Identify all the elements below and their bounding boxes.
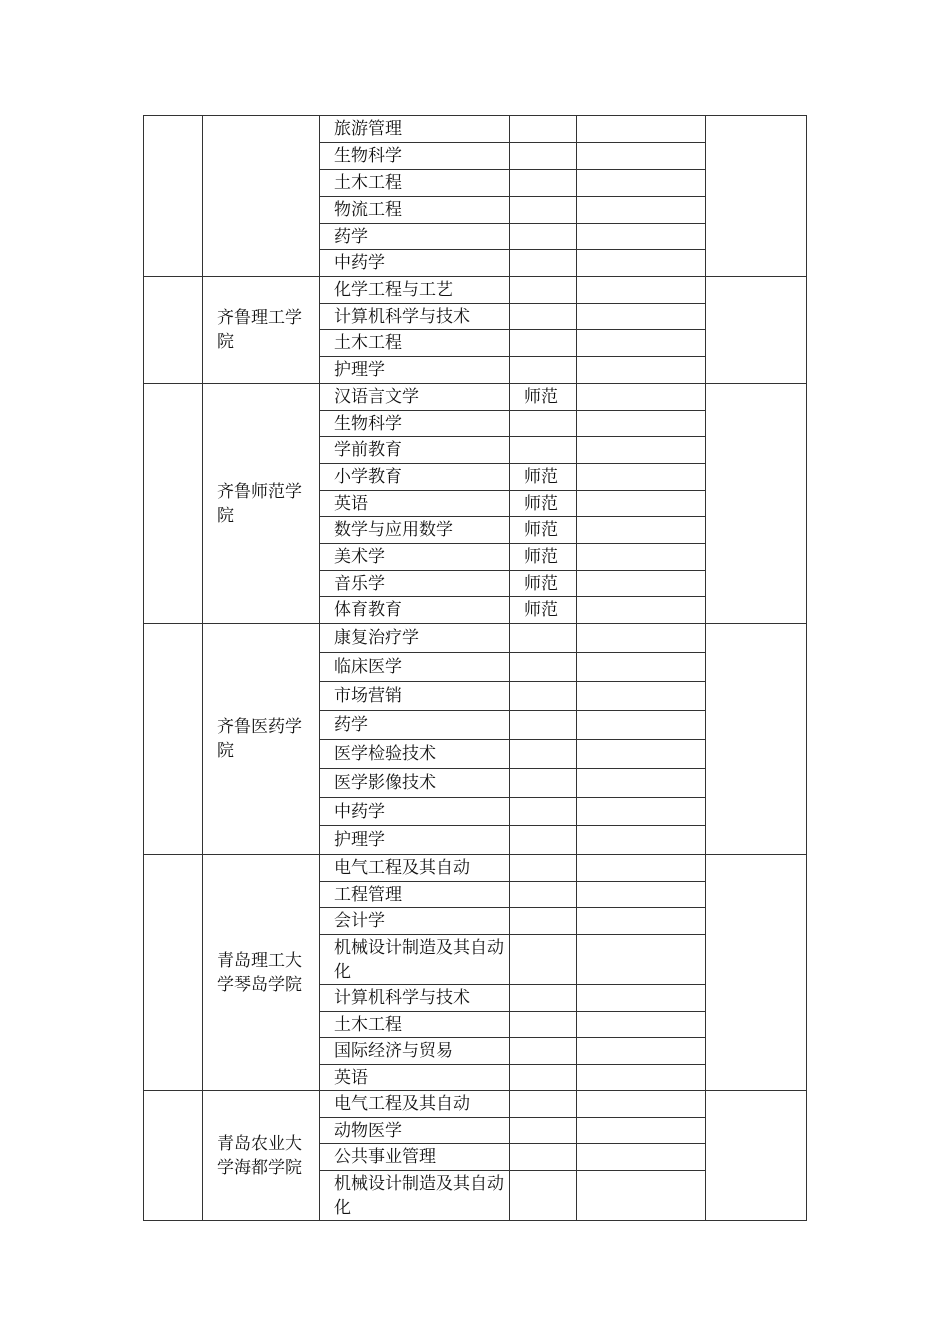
remarks-cell xyxy=(706,855,807,1091)
major-type: 师范 xyxy=(510,491,577,517)
major-type xyxy=(510,826,577,855)
major-name: 医学检验技术 xyxy=(320,740,510,769)
major-name: 学前教育 xyxy=(320,437,510,464)
blank-cell xyxy=(577,826,706,855)
index-cell xyxy=(144,624,203,855)
major-type xyxy=(510,740,577,769)
major-name: 机械设计制造及其自动化 xyxy=(320,935,510,985)
table-body xyxy=(144,116,807,1221)
blank-cell xyxy=(577,682,706,711)
major-type xyxy=(510,1118,577,1144)
college-name: 齐鲁理工学院 xyxy=(203,277,320,384)
major-name: 会计学 xyxy=(320,908,510,935)
major-type xyxy=(510,1038,577,1065)
major-name: 美术学 xyxy=(320,544,510,571)
index-cell xyxy=(144,855,203,1091)
major-name: 市场营销 xyxy=(320,682,510,711)
major-name: 电气工程及其自动 xyxy=(320,855,510,882)
major-name: 旅游管理 xyxy=(320,116,510,143)
major-type xyxy=(510,304,577,330)
blank-cell xyxy=(577,597,706,624)
blank-cell xyxy=(577,197,706,224)
major-name: 动物医学 xyxy=(320,1118,510,1144)
blank-cell xyxy=(577,116,706,143)
index-cell xyxy=(144,384,203,624)
major-name: 机械设计制造及其自动化 xyxy=(320,1171,510,1221)
college-name xyxy=(203,116,320,277)
blank-cell xyxy=(577,1012,706,1038)
major-type: 师范 xyxy=(510,384,577,411)
major-type xyxy=(510,250,577,277)
major-type xyxy=(510,411,577,437)
remarks-cell xyxy=(706,277,807,384)
major-name: 公共事业管理 xyxy=(320,1144,510,1171)
major-type xyxy=(510,882,577,908)
major-name: 临床医学 xyxy=(320,653,510,682)
major-type xyxy=(510,711,577,740)
major-name: 计算机科学与技术 xyxy=(320,985,510,1012)
college-name: 齐鲁医药学院 xyxy=(203,624,320,855)
blank-cell xyxy=(577,624,706,653)
major-type xyxy=(510,1012,577,1038)
major-type xyxy=(510,330,577,357)
major-type xyxy=(510,908,577,935)
blank-cell xyxy=(577,464,706,491)
major-type xyxy=(510,935,577,985)
major-name: 药学 xyxy=(320,224,510,250)
major-type xyxy=(510,624,577,653)
blank-cell xyxy=(577,437,706,464)
blank-cell xyxy=(577,544,706,571)
remarks-cell xyxy=(706,116,807,277)
major-type xyxy=(510,1144,577,1171)
table-row xyxy=(144,384,807,411)
college-name: 青岛理工大学琴岛学院 xyxy=(203,855,320,1091)
blank-cell xyxy=(577,357,706,384)
major-type xyxy=(510,143,577,170)
major-name: 中药学 xyxy=(320,798,510,826)
blank-cell xyxy=(577,711,706,740)
college-name: 青岛农业大学海都学院 xyxy=(203,1091,320,1221)
major-type: 师范 xyxy=(510,464,577,491)
blank-cell xyxy=(577,882,706,908)
index-cell xyxy=(144,116,203,277)
table-row xyxy=(144,624,807,653)
major-type xyxy=(510,1171,577,1221)
major-type xyxy=(510,653,577,682)
major-name: 汉语言文学 xyxy=(320,384,510,411)
major-name: 生物科学 xyxy=(320,143,510,170)
major-name: 护理学 xyxy=(320,826,510,855)
blank-cell xyxy=(577,491,706,517)
major-type xyxy=(510,224,577,250)
table-row xyxy=(144,1091,807,1118)
blank-cell xyxy=(577,1118,706,1144)
blank-cell xyxy=(577,908,706,935)
major-name: 药学 xyxy=(320,711,510,740)
blank-cell xyxy=(577,798,706,826)
major-type xyxy=(510,1065,577,1091)
major-type xyxy=(510,197,577,224)
blank-cell xyxy=(577,1038,706,1065)
major-name: 护理学 xyxy=(320,357,510,384)
major-name: 中药学 xyxy=(320,250,510,277)
major-name: 英语 xyxy=(320,1065,510,1091)
index-cell xyxy=(144,1091,203,1221)
major-name: 数学与应用数学 xyxy=(320,517,510,544)
major-name: 物流工程 xyxy=(320,197,510,224)
major-type xyxy=(510,985,577,1012)
blank-cell xyxy=(577,170,706,197)
index-cell xyxy=(144,277,203,384)
blank-cell xyxy=(577,1091,706,1118)
major-type xyxy=(510,116,577,143)
blank-cell xyxy=(577,653,706,682)
major-name: 土木工程 xyxy=(320,330,510,357)
remarks-cell xyxy=(706,1091,807,1221)
blank-cell xyxy=(577,985,706,1012)
major-type xyxy=(510,277,577,304)
major-type: 师范 xyxy=(510,517,577,544)
major-type: 师范 xyxy=(510,597,577,624)
blank-cell xyxy=(577,143,706,170)
table-row xyxy=(144,277,807,304)
blank-cell xyxy=(577,1065,706,1091)
major-type xyxy=(510,855,577,882)
blank-cell xyxy=(577,224,706,250)
major-name: 小学教育 xyxy=(320,464,510,491)
table-row xyxy=(144,116,807,143)
major-name: 土木工程 xyxy=(320,170,510,197)
blank-cell xyxy=(577,411,706,437)
blank-cell xyxy=(577,304,706,330)
blank-cell xyxy=(577,330,706,357)
major-type xyxy=(510,437,577,464)
major-name: 生物科学 xyxy=(320,411,510,437)
blank-cell xyxy=(577,1171,706,1221)
major-name: 医学影像技术 xyxy=(320,769,510,798)
major-name: 音乐学 xyxy=(320,571,510,597)
blank-cell xyxy=(577,855,706,882)
remarks-cell xyxy=(706,624,807,855)
major-list-table xyxy=(143,115,807,1221)
blank-cell xyxy=(577,277,706,304)
blank-cell xyxy=(577,935,706,985)
table-row xyxy=(144,855,807,882)
blank-cell xyxy=(577,250,706,277)
major-type xyxy=(510,357,577,384)
major-name: 工程管理 xyxy=(320,882,510,908)
major-name: 土木工程 xyxy=(320,1012,510,1038)
major-name: 英语 xyxy=(320,491,510,517)
major-name: 电气工程及其自动 xyxy=(320,1091,510,1118)
major-type: 师范 xyxy=(510,571,577,597)
major-type xyxy=(510,769,577,798)
major-name: 康复治疗学 xyxy=(320,624,510,653)
college-name: 齐鲁师范学院 xyxy=(203,384,320,624)
blank-cell xyxy=(577,740,706,769)
major-type xyxy=(510,1091,577,1118)
blank-cell xyxy=(577,1144,706,1171)
major-type xyxy=(510,682,577,711)
major-name: 国际经济与贸易 xyxy=(320,1038,510,1065)
major-name: 化学工程与工艺 xyxy=(320,277,510,304)
blank-cell xyxy=(577,769,706,798)
remarks-cell xyxy=(706,384,807,624)
major-type xyxy=(510,170,577,197)
blank-cell xyxy=(577,517,706,544)
major-name: 体育教育 xyxy=(320,597,510,624)
major-type: 师范 xyxy=(510,544,577,571)
blank-cell xyxy=(577,571,706,597)
blank-cell xyxy=(577,384,706,411)
major-name: 计算机科学与技术 xyxy=(320,304,510,330)
major-type xyxy=(510,798,577,826)
